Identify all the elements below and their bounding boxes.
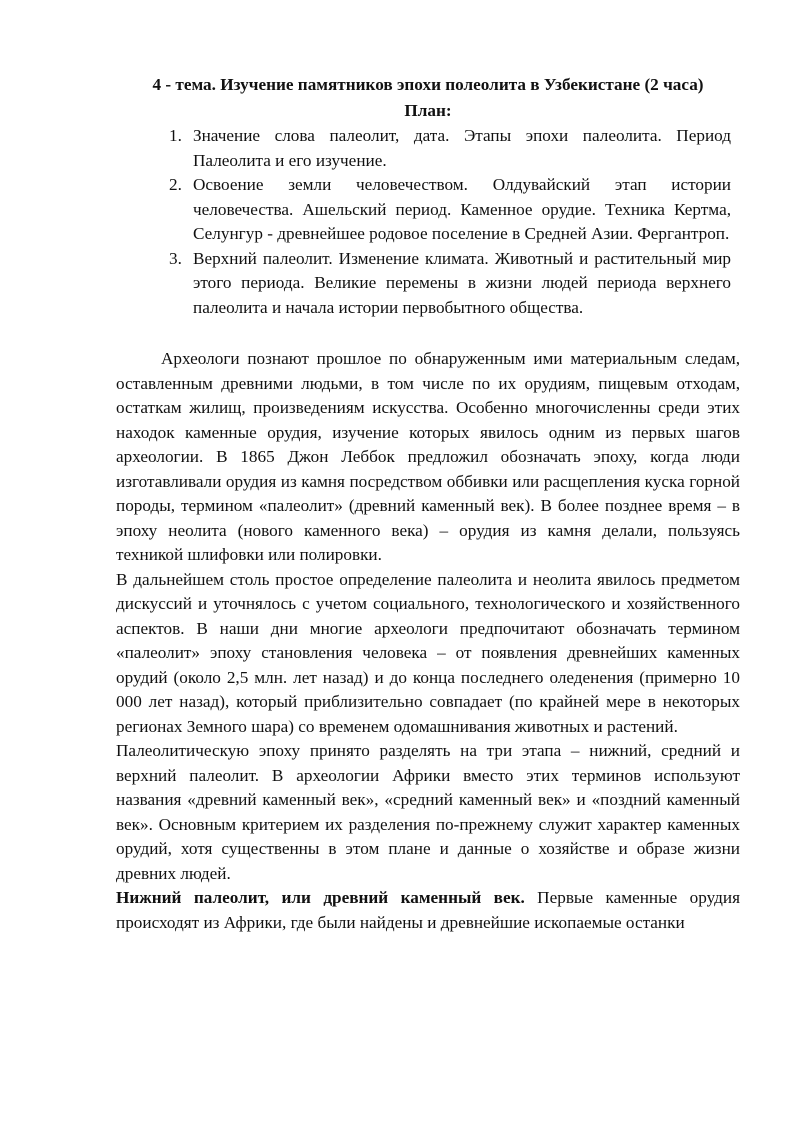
plan-list	[116, 124, 740, 320]
plan-item-number: 2.	[169, 175, 182, 194]
body-paragraph-4	[116, 886, 740, 935]
plan-item-number: 3.	[169, 248, 182, 268]
plan-item-text: Освоение земли человечеством. Олдувайский этап истории человечества. Ашельский период. Каменное орудие. Техника Кертма, Селунгур - древнейшее родовое поселение в Средней Азии. Фергантроп.	[193, 175, 731, 243]
section-spacer	[116, 320, 740, 347]
plan-item-text: Значение слова палеолит, дата. Этапы эпохи палеолита. Период Палеолита и его изучение.	[193, 126, 731, 170]
section-lead-bold: Нижний палеолит, или древний каменный век.	[116, 888, 525, 907]
body-paragraph-1: Археологи познают прошлое по обнаруженным ими материальным следам, оставленным древними людьми, в том числе по их орудиям, пищевым отходам, остаткам жилищ, произведениям искусства. Особенно многочисленны среди этих находок каменные орудия, изучение которых явилось одним из первых шагов археологии. В 1865 Джон Леббок предложил обозначать эпоху, когда люди изготавливали орудия из камня посредством оббивки или расщепления куска горной породы, термином «палеолит» (древний каменный век). В более позднее время – в эпоху неолита (нового каменного века) – орудия из камня делали, пользуясь техникой шлифовки или полировки.	[116, 349, 740, 564]
body-paragraph-3: Палеолитическую эпоху принято разделять на три этапа – нижний, средний и верхний палеолит. В археологии Африки вместо этих терминов используют названия «древний каменный век», «средний каменный век» и «поздний каменный век». Основным критерием их разделения по-прежнему служит характер каменных орудий, хотя существенны в этом плане и данные о хозяйстве и образе жизни древних людей.	[116, 741, 740, 883]
document-title: 4 - тема. Изучение памятников эпохи полеолита в Узбекистане (2 часа)	[152, 75, 704, 94]
plan-item-number: 1.	[169, 126, 182, 145]
plan-item-1	[116, 124, 740, 173]
plan-item-2	[116, 173, 740, 247]
section-lead-text: Первые каменные орудия происходят из Африки, где были найдены и древнейшие ископаемые останки	[116, 888, 740, 932]
plan-item-3	[116, 247, 740, 321]
plan-heading: План:	[404, 101, 452, 120]
plan-item-text: Верхний палеолит. Изменение климата. Животный и растительный мир этого периода. Великие перемены в жизни людей периода верхнего палеолита и начала истории первобытного общества.	[193, 248, 731, 317]
body-paragraph-2: В дальнейшем столь простое определение палеолита и неолита явилось предметом дискуссий и уточнялось с учетом социального, технологического и хозяйственного аспектов. В наши дни многие археологи предпочитают обозначать термином «палеолит» эпоху становления человека – от появления древнейших каменных орудий (около 2,5 млн. лет назад) и до конца последнего оледенения (примерно 10 000 лет назад), который приблизительно совпадает (по крайней мере в некоторых регионах Земного шара) со временем одомашнивания животных и растений.	[116, 569, 740, 736]
document-page	[116, 72, 740, 935]
